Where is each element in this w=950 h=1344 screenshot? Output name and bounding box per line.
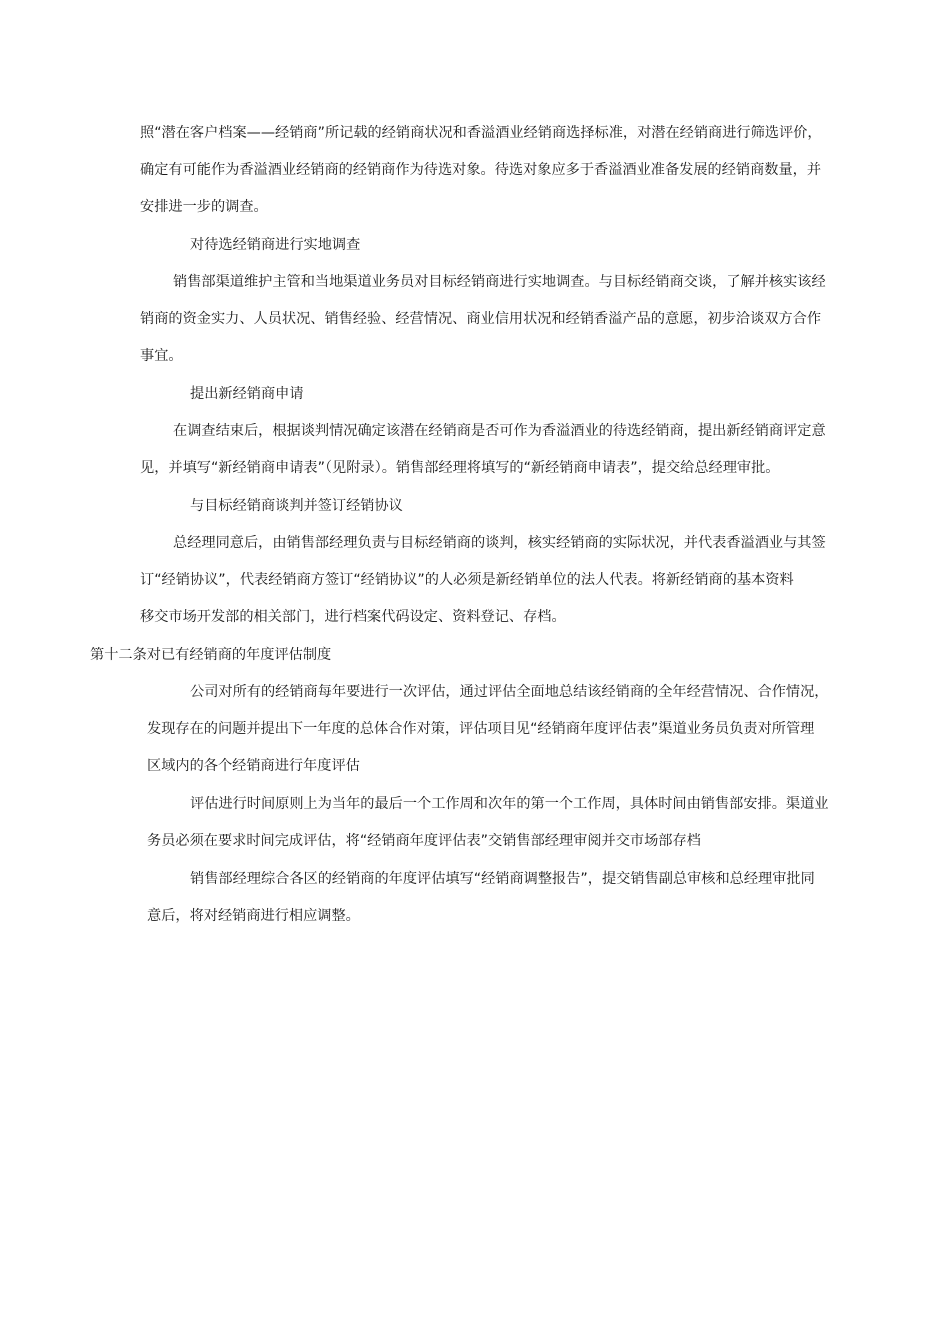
paragraph-line: 发现存在的问题并提出下一年度的总体合作对策，评估项目见“经销商年度评估表”渠道业务员负责对所管理 bbox=[147, 721, 815, 737]
paragraph-line: 公司对所有的经销商每年要进行一次评估，通过评估全面地总结该经销商的全年经营情况、合作情况， bbox=[190, 684, 829, 700]
paragraph-line: 务员必须在要求时间完成评估，将“经销商年度评估表”交销售部经理审阅并交市场部存档 bbox=[147, 833, 701, 849]
paragraph-line: 区域内的各个经销商进行年度评估 bbox=[147, 758, 360, 774]
paragraph-line: 移交市场开发部的相关部门，进行档案代码设定、资料登记、存档。 bbox=[140, 609, 566, 625]
paragraph-line: 总经理同意后，由销售部经理负责与目标经销商的谈判，核实经销商的实际状况，并代表香溢酒业与其签 bbox=[173, 535, 826, 551]
paragraph-line: 见，并填写“新经销商申请表”（见附录）。销售部经理将填写的“新经销商申请表”，提交给总经理审批。 bbox=[140, 460, 780, 476]
paragraph-line: 在调查结束后，根据谈判情况确定该潜在经销商是否可作为香溢酒业的待选经销商，提出新经销商评定意 bbox=[173, 423, 826, 439]
paragraph-line: 确定有可能作为香溢酒业经销商的经销商作为待选对象。待选对象应多于香溢酒业准备发展的经销商数量，并 bbox=[140, 162, 822, 178]
paragraph-line: 意后，将对经销商进行相应调整。 bbox=[147, 908, 360, 924]
paragraph-line: 销售部经理综合各区的经销商的年度评估填写“经销商调整报告”，提交销售副总审核和总经理审批同 bbox=[190, 871, 815, 887]
subheading-application: 提出新经销商申请 bbox=[190, 386, 304, 402]
paragraph-line: 事宜。 bbox=[140, 348, 183, 364]
paragraph-line: 销商的资金实力、人员状况、销售经验、经营情况、商业信用状况和经销香溢产品的意愿，初步洽谈双方合作 bbox=[140, 311, 822, 327]
paragraph-line: 安排进一步的调查。 bbox=[140, 199, 268, 215]
paragraph-line: 照“潜在客户档案——经销商”所记载的经销商状况和香溢酒业经销商选择标准，对潜在经销商进行筛选评价， bbox=[140, 125, 822, 141]
paragraph-line: 订“经销协议”，代表经销商方签订“经销协议”的人必须是新经销单位的法人代表。将新经销商的基本资料 bbox=[140, 572, 794, 588]
article-twelve-title: 第十二条对已有经销商的年度评估制度 bbox=[90, 647, 332, 663]
subheading-negotiation: 与目标经销商谈判并签订经销协议 bbox=[190, 498, 403, 514]
paragraph-line: 评估进行时间原则上为当年的最后一个工作周和次年的第一个工作周，具体时间由销售部安排。渠道业 bbox=[190, 796, 829, 812]
paragraph-line: 销售部渠道维护主管和当地渠道业务员对目标经销商进行实地调查。与目标经销商交谈，了解并核实该经 bbox=[173, 274, 826, 290]
subheading-field-survey: 对待选经销商进行实地调查 bbox=[190, 237, 361, 253]
